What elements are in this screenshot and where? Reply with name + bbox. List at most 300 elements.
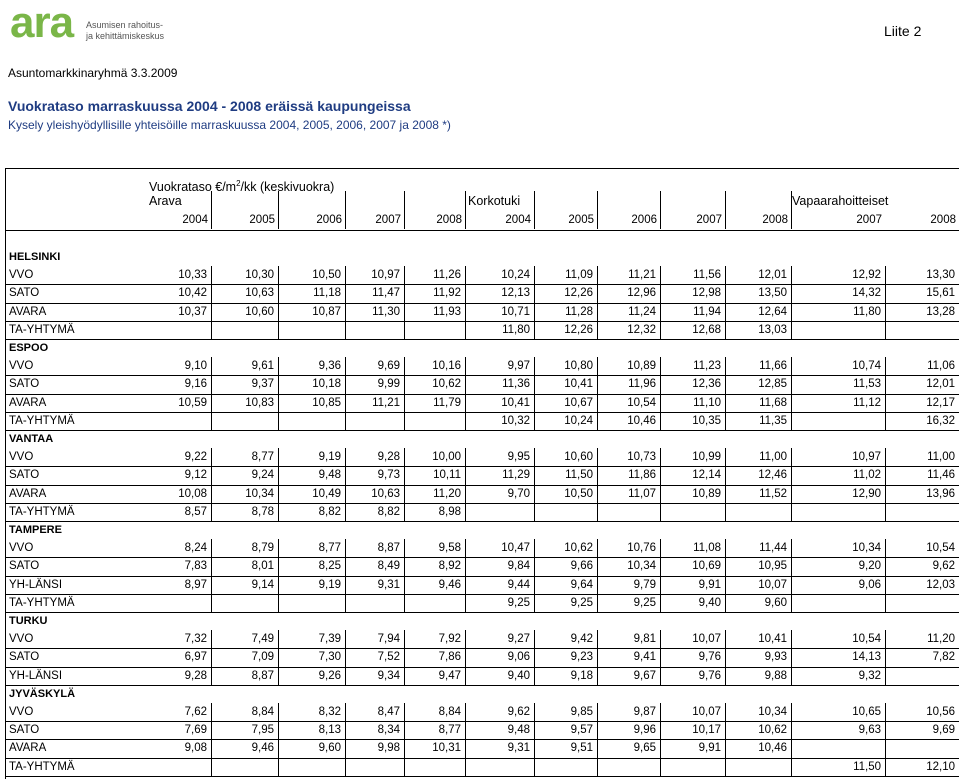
row-label: VVO xyxy=(9,706,34,718)
cell-divider xyxy=(885,448,886,466)
row-label: YH-LÄNSI xyxy=(9,669,63,682)
cell-divider xyxy=(465,721,466,739)
table-cell: 9,99 xyxy=(377,378,400,391)
table-cell: 12,96 xyxy=(627,287,656,300)
table-cell: 11,20 xyxy=(927,633,955,646)
table-cell: 9,12 xyxy=(184,469,207,482)
table-cell: 10,89 xyxy=(692,487,721,500)
table-cell: 11,47 xyxy=(372,287,400,300)
group-header-arava: Arava xyxy=(149,194,182,208)
cell-divider xyxy=(791,503,792,521)
table-cell: 13,30 xyxy=(926,269,955,282)
cell-divider xyxy=(345,303,346,321)
table-cell: 8,77 xyxy=(438,724,461,737)
row-label: AVARA xyxy=(9,742,47,755)
cell-divider xyxy=(211,375,212,393)
table-cell: 9,57 xyxy=(570,724,593,737)
cell-divider xyxy=(597,266,598,284)
cell-divider xyxy=(725,557,726,575)
table-cell: 11,21 xyxy=(372,396,400,409)
table-cell: 10,34 xyxy=(245,487,274,500)
cell-divider xyxy=(278,321,279,339)
cell-divider xyxy=(597,375,598,393)
cell-divider xyxy=(534,357,535,375)
table-cell: 9,91 xyxy=(698,578,721,591)
table-cell: 7,62 xyxy=(184,706,207,718)
table-cell: 12,10 xyxy=(926,760,955,773)
cell-divider xyxy=(660,448,661,466)
table-cell: 10,46 xyxy=(627,414,656,427)
cell-divider xyxy=(597,485,598,503)
cell-divider xyxy=(791,466,792,484)
table-cell: 9,40 xyxy=(507,669,530,682)
table-cell: 7,09 xyxy=(251,651,274,664)
table-cell: 9,06 xyxy=(507,651,530,664)
cell-divider xyxy=(597,758,598,776)
cell-divider xyxy=(725,466,726,484)
table-cell: 7,32 xyxy=(184,633,207,646)
row-label: VVO xyxy=(9,269,34,282)
cell-divider xyxy=(404,357,405,375)
cell-divider xyxy=(211,576,212,594)
table-cell: 10,24 xyxy=(501,269,530,282)
header-col-divider xyxy=(597,191,598,229)
cell-divider xyxy=(278,412,279,430)
table-cell: 13,96 xyxy=(926,487,955,500)
row-label: TA-YHTYMÄ xyxy=(9,323,75,336)
table-cell: 7,94 xyxy=(377,633,400,646)
cell-divider xyxy=(660,739,661,757)
cell-divider xyxy=(885,721,886,739)
table-cell: 11,28 xyxy=(565,305,593,318)
cell-divider xyxy=(211,721,212,739)
table-cell: 9,76 xyxy=(698,669,721,682)
table-cell: 7,95 xyxy=(251,724,274,737)
cell-divider xyxy=(597,394,598,412)
cell-divider xyxy=(534,648,535,666)
year-header-4: 2007 xyxy=(375,214,401,226)
table-cell: 11,35 xyxy=(759,414,787,427)
table-cell: 11,52 xyxy=(759,487,787,500)
cell-divider xyxy=(465,739,466,757)
table-cell: 9,25 xyxy=(507,596,530,609)
cell-divider xyxy=(725,303,726,321)
table-cell: 11,96 xyxy=(628,378,656,391)
document-meta: Asuntomarkkinaryhmä 3.3.2009 xyxy=(8,66,178,80)
table-cell: 12,26 xyxy=(564,323,593,336)
cell-divider xyxy=(660,266,661,284)
cell-divider xyxy=(278,394,279,412)
cell-divider xyxy=(885,703,886,721)
table-cell: 10,33 xyxy=(178,269,207,282)
cell-divider xyxy=(278,703,279,721)
table-cell: 10,62 xyxy=(432,378,461,391)
cell-divider xyxy=(534,758,535,776)
table-cell: 6,97 xyxy=(184,651,207,664)
table-cell: 9,25 xyxy=(570,596,593,609)
table-cell: 10,62 xyxy=(564,542,593,555)
table-cell: 11,80 xyxy=(502,323,530,336)
cell-divider xyxy=(211,630,212,648)
cell-divider xyxy=(791,266,792,284)
cell-divider xyxy=(211,648,212,666)
cell-divider xyxy=(345,758,346,776)
cell-divider xyxy=(345,284,346,302)
table-cell: 10,07 xyxy=(758,578,787,591)
cell-divider xyxy=(534,303,535,321)
cell-divider xyxy=(211,357,212,375)
table-cell: 9,97 xyxy=(507,360,530,373)
cell-divider xyxy=(404,412,405,430)
cell-divider xyxy=(597,721,598,739)
cell-divider xyxy=(465,375,466,393)
table-cell: 11,18 xyxy=(313,287,341,300)
cell-divider xyxy=(791,557,792,575)
year-header-5: 2008 xyxy=(436,214,462,226)
cell-divider xyxy=(725,375,726,393)
cell-divider xyxy=(345,321,346,339)
cell-divider xyxy=(404,321,405,339)
table-cell: 9,58 xyxy=(438,542,461,555)
cell-divider xyxy=(345,557,346,575)
table-cell: 10,42 xyxy=(178,287,207,300)
header-col-divider xyxy=(660,191,661,229)
cell-divider xyxy=(597,630,598,648)
table-cell: 7,83 xyxy=(184,560,207,573)
city-heading: HELSINKI xyxy=(9,251,61,263)
table-cell: 8,01 xyxy=(251,560,274,573)
cell-divider xyxy=(278,485,279,503)
table-cell: 9,10 xyxy=(184,360,207,373)
table-cell: 7,52 xyxy=(377,651,400,664)
cell-divider xyxy=(465,357,466,375)
table-cell: 9,88 xyxy=(764,669,787,682)
logo-tagline-line-1: Asumisen rahoitus- xyxy=(86,20,164,30)
cell-divider xyxy=(534,539,535,557)
cell-divider xyxy=(885,394,886,412)
cell-divider xyxy=(278,667,279,685)
year-header-1: 2004 xyxy=(182,214,208,226)
cell-divider xyxy=(791,758,792,776)
table-cell: 9,19 xyxy=(318,578,341,591)
cell-divider xyxy=(791,321,792,339)
table-cell: 9,46 xyxy=(438,578,461,591)
cell-divider xyxy=(885,485,886,503)
cell-divider xyxy=(404,485,405,503)
table-cell: 10,11 xyxy=(433,469,461,482)
header-col-divider xyxy=(791,191,792,229)
table-cell: 8,47 xyxy=(377,706,400,718)
cell-divider xyxy=(597,466,598,484)
table-cell: 13,03 xyxy=(758,323,787,336)
row-label: AVARA xyxy=(9,396,47,409)
city-heading: JYVÄSKYLÄ xyxy=(9,687,76,700)
table-cell: 9,60 xyxy=(764,596,787,609)
table-cell: 9,24 xyxy=(251,469,274,482)
table-cell: 11,10 xyxy=(693,396,721,409)
cell-divider xyxy=(597,357,598,375)
table-cell: 10,62 xyxy=(758,724,787,737)
table-cell: 9,79 xyxy=(633,578,656,591)
table-cell: 10,54 xyxy=(627,396,656,409)
table-cell: 12,14 xyxy=(692,469,721,482)
table-cell: 9,48 xyxy=(318,469,341,482)
table-cell: 10,74 xyxy=(852,360,881,373)
table-cell: 10,56 xyxy=(926,706,955,718)
table-cell: 9,19 xyxy=(318,451,341,464)
cell-divider xyxy=(597,576,598,594)
cell-divider xyxy=(597,284,598,302)
table-cell: 15,61 xyxy=(926,287,955,300)
cell-divider xyxy=(345,739,346,757)
table-cell: 10,85 xyxy=(312,396,341,409)
table-cell: 9,66 xyxy=(570,560,593,573)
table-cell: 9,69 xyxy=(377,360,400,373)
table-cell: 10,37 xyxy=(178,305,207,318)
cell-divider xyxy=(465,412,466,430)
table-cell: 11,93 xyxy=(433,305,461,318)
cell-divider xyxy=(345,539,346,557)
row-label: VVO xyxy=(9,542,34,555)
cell-divider xyxy=(211,557,212,575)
table-cell: 11,26 xyxy=(433,269,461,282)
cell-divider xyxy=(660,667,661,685)
cell-divider xyxy=(660,703,661,721)
row-label: YH-LÄNSI xyxy=(9,578,63,591)
cell-divider xyxy=(211,284,212,302)
table-cell: 11,23 xyxy=(693,360,721,373)
table-cell: 10,63 xyxy=(245,287,274,300)
cell-divider xyxy=(404,303,405,321)
cell-divider xyxy=(725,648,726,666)
table-cell: 12,46 xyxy=(758,469,787,482)
cell-divider xyxy=(278,503,279,521)
cell-divider xyxy=(278,539,279,557)
table-cell: 11,07 xyxy=(628,487,656,500)
cell-divider xyxy=(465,321,466,339)
cell-divider xyxy=(345,357,346,375)
cell-divider xyxy=(211,539,212,557)
cell-divider xyxy=(725,321,726,339)
cell-divider xyxy=(345,648,346,666)
cell-divider xyxy=(278,466,279,484)
cell-divider xyxy=(725,630,726,648)
cell-divider xyxy=(597,412,598,430)
header-col-divider xyxy=(465,191,466,229)
table-cell: 11,30 xyxy=(372,305,400,318)
row-label: VVO xyxy=(9,633,34,646)
table-cell: 10,54 xyxy=(852,633,881,646)
cell-divider xyxy=(885,648,886,666)
table-cell: 8,82 xyxy=(318,505,341,518)
table-heading-unit: /kk (keskivuokra) xyxy=(240,180,335,195)
row-label: VVO xyxy=(9,360,34,373)
cell-divider xyxy=(345,485,346,503)
cell-divider xyxy=(725,394,726,412)
cell-divider xyxy=(278,557,279,575)
table-cell: 10,97 xyxy=(852,451,881,464)
table-cell: 12,03 xyxy=(926,578,955,591)
cell-divider xyxy=(791,576,792,594)
table-cell: 9,84 xyxy=(507,560,530,573)
cell-divider xyxy=(278,721,279,739)
cell-divider xyxy=(404,576,405,594)
cell-divider xyxy=(211,266,212,284)
table-cell: 10,50 xyxy=(312,269,341,282)
cell-divider xyxy=(791,539,792,557)
cell-divider xyxy=(534,448,535,466)
table-cell: 11,80 xyxy=(853,305,881,318)
table-cell: 9,62 xyxy=(507,706,530,718)
cell-divider xyxy=(404,703,405,721)
cell-divider xyxy=(791,357,792,375)
cell-divider xyxy=(404,466,405,484)
cell-divider xyxy=(211,667,212,685)
table-cell: 10,30 xyxy=(245,269,274,282)
table-cell: 8,25 xyxy=(318,560,341,573)
table-cell: 9,47 xyxy=(438,669,461,682)
table-cell: 9,62 xyxy=(932,560,955,573)
year-header-2: 2005 xyxy=(249,214,275,226)
table-cell: 9,93 xyxy=(764,651,787,664)
cell-divider xyxy=(404,503,405,521)
cell-divider xyxy=(278,375,279,393)
cell-divider xyxy=(465,466,466,484)
table-cell: 8,77 xyxy=(318,542,341,555)
cell-divider xyxy=(534,284,535,302)
cell-divider xyxy=(660,503,661,521)
table-cell: 9,76 xyxy=(698,651,721,664)
year-header-10: 2008 xyxy=(762,214,788,226)
table-cell: 9,87 xyxy=(633,706,656,718)
table-cell: 12,90 xyxy=(852,487,881,500)
table-cell: 10,08 xyxy=(178,487,207,500)
cell-divider xyxy=(345,394,346,412)
table-cell: 8,92 xyxy=(438,560,461,573)
table-cell: 10,41 xyxy=(501,396,530,409)
cell-divider xyxy=(885,576,886,594)
cell-divider xyxy=(278,357,279,375)
table-cell: 11,06 xyxy=(927,360,955,373)
table-cell: 10,49 xyxy=(312,487,341,500)
table-cell: 9,63 xyxy=(858,724,881,737)
table-cell: 9,27 xyxy=(507,633,530,646)
table-cell: 10,95 xyxy=(758,560,787,573)
table-cell: 9,25 xyxy=(633,596,656,609)
table-cell: 7,82 xyxy=(932,651,955,664)
cell-divider xyxy=(597,648,598,666)
city-heading: TURKU xyxy=(9,615,48,627)
cell-divider xyxy=(345,630,346,648)
table-cell: 11,08 xyxy=(693,542,721,555)
row-label: TA-YHTYMÄ xyxy=(9,596,75,609)
cell-divider xyxy=(465,557,466,575)
city-heading: VANTAA xyxy=(9,433,54,445)
table-cell: 9,64 xyxy=(570,578,593,591)
table-cell: 10,16 xyxy=(432,360,461,373)
cell-divider xyxy=(211,321,212,339)
cell-divider xyxy=(211,303,212,321)
table-cell: 10,59 xyxy=(178,396,207,409)
cell-divider xyxy=(534,667,535,685)
table-cell: 9,42 xyxy=(570,633,593,646)
cell-divider xyxy=(465,703,466,721)
cell-divider xyxy=(791,721,792,739)
table-cell: 10,32 xyxy=(501,414,530,427)
cell-divider xyxy=(885,412,886,430)
table-cell: 10,97 xyxy=(371,269,400,282)
cell-divider xyxy=(345,266,346,284)
table-cell: 9,98 xyxy=(377,742,400,755)
cell-divider xyxy=(660,576,661,594)
table-cell: 13,28 xyxy=(926,305,955,318)
cell-divider xyxy=(345,503,346,521)
table-cell: 7,49 xyxy=(251,633,274,646)
cell-divider xyxy=(791,630,792,648)
table-cell: 10,00 xyxy=(432,451,461,464)
table-cell: 12,92 xyxy=(852,269,881,282)
table-cell: 10,34 xyxy=(758,706,787,718)
cell-divider xyxy=(465,448,466,466)
table-cell: 8,87 xyxy=(377,542,400,555)
table-cell: 12,01 xyxy=(758,269,787,282)
cell-divider xyxy=(660,284,661,302)
cell-divider xyxy=(885,739,886,757)
table-cell: 7,39 xyxy=(318,633,341,646)
table-cell: 10,35 xyxy=(692,414,721,427)
table-cell: 10,41 xyxy=(564,378,593,391)
cell-divider xyxy=(725,594,726,612)
row-label: AVARA xyxy=(9,305,47,318)
page-title: Vuokrataso marraskuussa 2004 - 2008 eräissä kaupungeissa xyxy=(8,98,411,114)
cell-divider xyxy=(534,703,535,721)
cell-divider xyxy=(885,303,886,321)
table-cell: 11,79 xyxy=(433,396,461,409)
table-cell: 9,14 xyxy=(251,578,274,591)
row-label: SATO xyxy=(9,724,40,737)
cell-divider xyxy=(534,630,535,648)
cell-divider xyxy=(725,667,726,685)
cell-divider xyxy=(404,557,405,575)
row-divider xyxy=(6,776,959,777)
cell-divider xyxy=(465,594,466,612)
table-cell: 9,31 xyxy=(377,578,400,591)
cell-divider xyxy=(725,703,726,721)
table-cell: 7,92 xyxy=(438,633,461,646)
table-cell: 8,79 xyxy=(251,542,274,555)
table-cell: 8,84 xyxy=(438,706,461,718)
table-cell: 11,68 xyxy=(759,396,787,409)
table-cell: 8,87 xyxy=(251,669,274,682)
table-cell: 9,67 xyxy=(633,669,656,682)
table-cell: 9,81 xyxy=(633,633,656,646)
table-cell: 9,16 xyxy=(184,378,207,391)
cell-divider xyxy=(404,739,405,757)
table-cell: 10,31 xyxy=(432,742,461,755)
table-cell: 8,57 xyxy=(184,505,207,518)
cell-divider xyxy=(534,266,535,284)
cell-divider xyxy=(211,394,212,412)
cell-divider xyxy=(211,503,212,521)
year-header-12: 2008 xyxy=(930,214,956,226)
cell-divider xyxy=(791,448,792,466)
cell-divider xyxy=(404,284,405,302)
row-label: SATO xyxy=(9,651,40,664)
cell-divider xyxy=(534,557,535,575)
cell-divider xyxy=(404,630,405,648)
row-divider xyxy=(6,612,959,613)
cell-divider xyxy=(404,594,405,612)
